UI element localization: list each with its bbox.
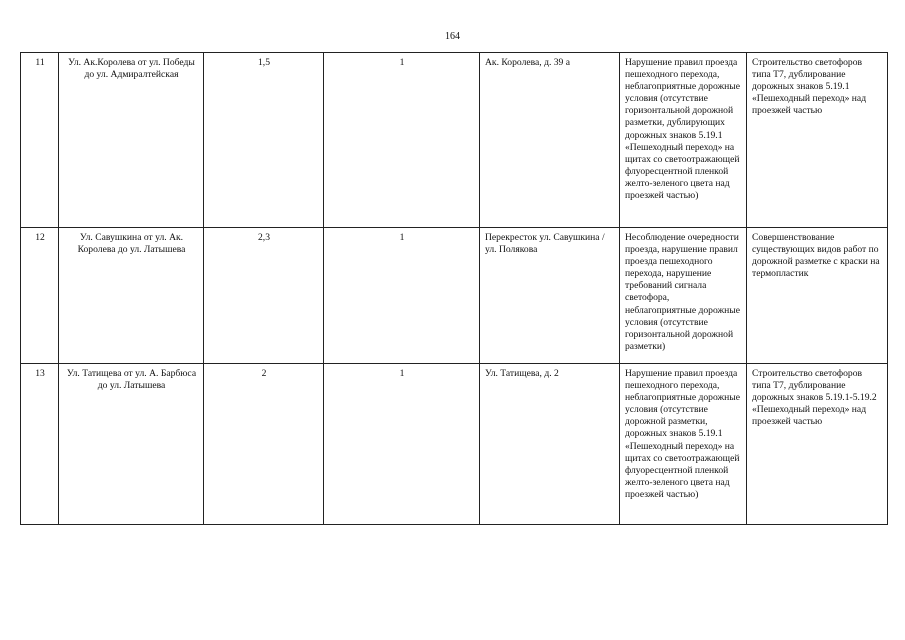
location-cell: Перекресток ул. Савушкина / ул. Полякова (480, 228, 620, 364)
street-section-cell: Ул. Татищева от ул. А. Барбюса до ул. Латышева (59, 364, 204, 525)
violation-cell: Несоблюдение очередности проезда, нарушение правил проезда пешеходного перехода, нарушение требований сигнала светофора, неблагоприятные дорожные условия (отсутствие горизонтальной дорожной разметки) (620, 228, 747, 364)
section-length-cell: 1,5 (204, 53, 324, 228)
row-number-cell: 12 (21, 228, 59, 364)
violation-cell: Нарушение правил проезда пешеходного перехода, неблагоприятные дорожные условия (отсутствие горизонтальной дорожной разметки, дублирующих дорожных знаков 5.19.1 «Пешеходный переход» на щитах со светоотражающей флуоресцентной пленкой желто-зеленого цвета над проезжей частью) (620, 53, 747, 228)
street-section-cell: Ул. Савушкина от ул. Ак. Королева до ул. Латышева (59, 228, 204, 364)
location-cell: Ул. Татищева, д. 2 (480, 364, 620, 525)
street-section-cell: Ул. Ак.Королева от ул. Победы до ул. Адмиралтейская (59, 53, 204, 228)
site-count-cell: 1 (324, 364, 480, 525)
violation-cell: Нарушение правил проезда пешеходного перехода, неблагоприятные дорожные условия (отсутствие дорожной разметки, дорожных знаков 5.19.1 «Пешеходный переход» на щитах со светоотражающей флуоресцентной пленкой желто-зеленого цвета над проезжей частью) (620, 364, 747, 525)
table-row (21, 364, 888, 525)
accident-sites-table (20, 52, 888, 525)
page-number: 164 (445, 31, 460, 42)
section-length-cell: 2,3 (204, 228, 324, 364)
table-row (21, 53, 888, 228)
section-length-cell: 2 (204, 364, 324, 525)
measures-cell: Строительство светофоров типа Т7, дублирование дорожных знаков 5.19.1-5.19.2 «Пешеходный переход» над проезжей частью (747, 364, 888, 525)
row-number-cell: 11 (21, 53, 59, 228)
row-number-cell: 13 (21, 364, 59, 525)
location-cell: Ак. Королева, д. 39 а (480, 53, 620, 228)
measures-cell: Совершенствование существующих видов работ по дорожной разметке с краски на термопластик (747, 228, 888, 364)
measures-cell: Строительство светофоров типа Т7, дублирование дорожных знаков 5.19.1 «Пешеходный переход» над проезжей частью (747, 53, 888, 228)
site-count-cell: 1 (324, 228, 480, 364)
table-row (21, 228, 888, 364)
site-count-cell: 1 (324, 53, 480, 228)
